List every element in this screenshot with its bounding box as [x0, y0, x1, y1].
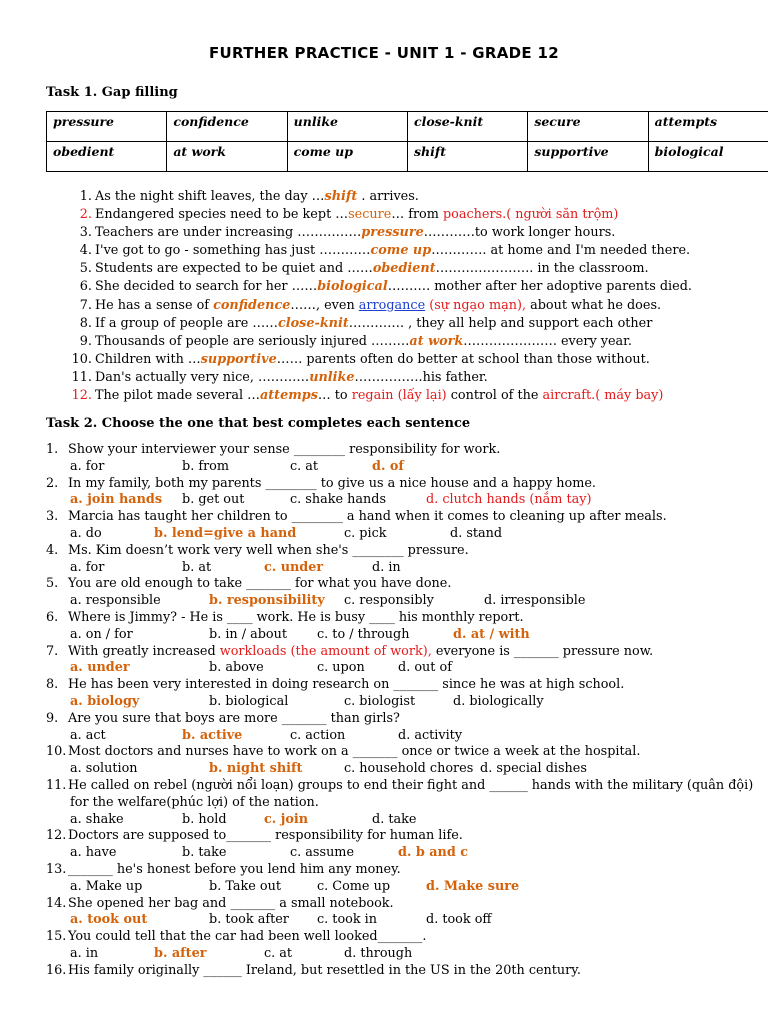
sentence-text: … from [391, 207, 443, 223]
options-row [70, 912, 766, 929]
option: d. clutch hands (nắm tay) [426, 492, 592, 508]
option: b. took after [209, 912, 289, 928]
question-text: With greatly increased [68, 643, 220, 659]
option: a. on / for [70, 626, 133, 642]
option: b. after [154, 945, 207, 961]
sentence-text: …………….his father. [354, 369, 488, 385]
question-text: You could tell that the car had been well looked_______. [68, 929, 427, 945]
gap-item [64, 387, 692, 405]
question-number: 16. [46, 962, 67, 978]
option: a. took out [70, 912, 148, 928]
options-row [70, 526, 766, 543]
translation-note: regain (lấy lại) [351, 388, 447, 404]
option: c. responsibly [344, 593, 434, 609]
option: d. took off [426, 912, 492, 928]
question [46, 862, 766, 879]
option: b. night shift [209, 761, 303, 777]
option: c. assume [290, 845, 355, 861]
option: c. Come up [317, 878, 391, 894]
page-title: FURTHER PRACTICE - UNIT 1 - GRADE 12 [209, 44, 559, 62]
option: d. take [372, 811, 417, 827]
options-row [70, 459, 766, 476]
question-text: Are you sure that boys are more _______ than girls? [68, 710, 400, 726]
option: d. biologically [453, 693, 544, 709]
option: b. take [182, 845, 227, 861]
sentence-text: As the night shift leaves, the day … [95, 189, 325, 204]
option: b. hold [182, 811, 227, 827]
answer-text: obedient [372, 261, 436, 277]
question-text: He called on rebel (người nổi loạn) groups to end their fight and ______ hands with the military (quân đội) for the welfare(phúc lợi) of the nation. [68, 777, 754, 810]
sentence-text: …………………. every year. [463, 333, 632, 349]
sentence-text: She decided to search for her …… [95, 279, 318, 295]
gap-item [64, 242, 692, 260]
gap-item [64, 315, 692, 333]
word-cell: obedient [47, 142, 167, 172]
word-cell: secure [528, 112, 648, 142]
option: c. action [290, 727, 346, 743]
translation-note: poachers.( người săn trộm) [442, 207, 619, 223]
options-row [70, 845, 766, 862]
question [46, 929, 766, 946]
question-text: _______ he's honest before you lend him any money. [68, 861, 401, 877]
option: c. upon [317, 660, 365, 676]
answer-text: biological [317, 279, 388, 295]
option: d. irresponsible [484, 593, 586, 609]
option: c. pick [344, 525, 387, 541]
vocab-link: arrogance [358, 297, 426, 313]
option: a. have [70, 845, 117, 861]
question-text: Doctors are supposed to_______ responsibility for human life. [68, 828, 463, 844]
sentence-text: ………………….. in the classroom. [435, 261, 649, 277]
option: b. biological [209, 693, 289, 709]
word-cell: attempts [648, 112, 768, 142]
word-cell: come up [287, 142, 407, 172]
question [46, 543, 766, 560]
answer-text: at work [409, 333, 464, 349]
option: c. biologist [344, 693, 416, 709]
sentence-text: … to [317, 388, 352, 404]
question [46, 442, 766, 459]
word-cell: at work [167, 142, 287, 172]
item-number: 5. [79, 261, 92, 277]
options-row [70, 627, 766, 644]
sentence-text: ………. mother after her adoptive parents died. [387, 279, 692, 295]
question [46, 576, 766, 593]
gap-item [64, 369, 692, 387]
item-number: 3. [79, 225, 92, 241]
gap-item [64, 224, 692, 242]
option: c. to / through [317, 626, 410, 642]
options-row [70, 812, 766, 829]
option: d. in [372, 559, 401, 575]
question-text: She opened her bag and _______ a small notebook. [68, 895, 394, 911]
question-number: 12. [46, 828, 67, 844]
question-number: 10. [46, 744, 67, 760]
question-number: 2. [46, 475, 59, 491]
question [46, 610, 766, 627]
answer-text: secure [348, 207, 392, 223]
sentence-text: Children with … [95, 351, 201, 367]
sentence-text: …………. at home and I'm needed there. [431, 243, 691, 259]
options-row [70, 728, 766, 745]
option: b. above [209, 660, 264, 676]
task2-heading: Task 2. Choose the one that best completes each sentence [46, 416, 471, 431]
option: c. join [264, 811, 309, 827]
option: c. household chores [344, 761, 474, 777]
sentence-text: I've got to go - something has just ………… [95, 243, 371, 259]
item-number: 8. [79, 315, 92, 331]
question-text: In my family, both my parents ________ to give us a nice house and a happy home. [68, 475, 596, 491]
question [46, 644, 766, 661]
item-number: 11. [71, 369, 92, 385]
option: c. at [264, 945, 293, 961]
sentence-text: Dan's actually very nice, ………… [95, 369, 310, 385]
option: a. Make up [70, 878, 143, 894]
option: a. solution [70, 761, 138, 777]
question-number: 11. [46, 777, 67, 793]
question-number: 6. [46, 609, 59, 625]
gap-item [64, 351, 692, 369]
question-number: 14. [46, 895, 67, 911]
options-row [70, 946, 766, 963]
question [46, 778, 766, 812]
options-row [70, 492, 766, 509]
answer-text: unlike [309, 369, 355, 385]
options-row [70, 660, 766, 677]
item-number: 10. [71, 351, 92, 367]
question-number: 7. [46, 643, 59, 659]
sentence-text: Endangered species need to be kept … [95, 207, 349, 223]
option: d. special dishes [480, 761, 587, 777]
question-text: Show your interviewer your sense ________ responsibility for work. [68, 442, 501, 457]
sentence-text: He has a sense of [95, 297, 214, 313]
option: a. for [70, 458, 105, 474]
gap-item [64, 188, 692, 206]
question-number: 5. [46, 576, 59, 592]
question-text: Marcia has taught her children to ________ a hand when it comes to cleaning up after meals. [68, 509, 667, 525]
option: d. out of [398, 660, 452, 676]
options-row [70, 560, 766, 577]
sentence-text: Teachers are under increasing …………… [95, 225, 362, 241]
option: b. responsibility [209, 593, 325, 609]
option: a. under [70, 660, 130, 676]
option: b. in / about [209, 626, 288, 642]
sentence-text: If a group of people are …… [95, 315, 278, 331]
option: d. stand [450, 525, 503, 541]
sentence-text: ……, even [290, 297, 359, 313]
translation-note: aircraft.( máy bay) [542, 388, 664, 404]
option: a. for [70, 559, 105, 575]
answer-text: supportive [200, 351, 277, 367]
options-row [70, 694, 766, 711]
answer-text: attemps [259, 388, 318, 404]
option: a. in [70, 945, 99, 961]
answer-text: pressure [361, 225, 424, 241]
word-cell: confidence [167, 112, 287, 142]
question [46, 509, 766, 526]
question-text: everyone is _______ pressure now. [431, 643, 654, 659]
question [46, 476, 766, 493]
word-cell: pressure [47, 112, 167, 142]
question-number: 13. [46, 861, 67, 877]
word-cell: close-knit [407, 112, 527, 142]
options-row [70, 761, 766, 778]
question-number: 8. [46, 677, 59, 693]
item-number: 4. [79, 243, 92, 259]
question [46, 677, 766, 694]
sentence-text: about what he does. [526, 297, 662, 313]
question-number: 9. [46, 710, 59, 726]
question-text: Where is Jimmy? - He is ____ work. He is busy ____ his monthly report. [68, 609, 524, 625]
sentence-text: …………. , they all help and support each other [348, 315, 653, 331]
question-text: Most doctors and nurses have to work on a _______ once or twice a week at the hospital. [68, 744, 641, 760]
option: c. shake hands [290, 492, 387, 508]
item-number: 9. [79, 333, 92, 349]
question-number: 15. [46, 929, 67, 945]
item-number: 7. [79, 297, 92, 313]
option: d. of [372, 458, 404, 474]
task1-heading: Task 1. Gap filling [46, 85, 178, 100]
sentence-text: Thousands of people are seriously injured ……… [95, 333, 410, 349]
question [46, 711, 766, 728]
option: b. lend=give a hand [154, 525, 297, 541]
multiple-choice-list [46, 442, 766, 980]
option: d. Make sure [426, 878, 520, 894]
gap-filling-list [64, 188, 692, 405]
question-text: Ms. Kim doesn’t work very well when she's ________ pressure. [68, 542, 469, 558]
gap-item [64, 206, 692, 224]
item-number: 12. [71, 388, 92, 404]
question-number: 1. [46, 442, 59, 457]
translation-note: workloads (the amount of work), [219, 643, 432, 659]
option: c. took in [317, 912, 378, 928]
option: a. biology [70, 693, 140, 709]
gap-item [64, 297, 692, 315]
question-text: You are old enough to take _______ for what you have done. [68, 576, 452, 592]
option: b. get out [182, 492, 245, 508]
option: d. activity [398, 727, 463, 743]
word-cell: shift [407, 142, 527, 172]
question-number: 4. [46, 542, 59, 558]
sentence-text: . arrives. [357, 189, 419, 204]
question [46, 896, 766, 913]
sentence-text: Students are expected to be quiet and …… [95, 261, 373, 277]
option: d. through [344, 945, 413, 961]
question [46, 744, 766, 761]
question [46, 828, 766, 845]
question-number: 3. [46, 509, 59, 525]
option: c. at [290, 458, 319, 474]
sentence-text: control of the [446, 388, 543, 404]
option: d. at / with [453, 626, 530, 642]
gap-item [64, 278, 692, 296]
sentence-text: …… parents often do better at school than those without. [276, 351, 650, 367]
word-cell: unlike [287, 112, 407, 142]
sentence-text: …………to work longer hours. [423, 225, 616, 241]
answer-text: come up [370, 243, 432, 259]
sentence-text: The pilot made several … [95, 388, 260, 404]
word-table-row [47, 112, 768, 142]
gap-item [64, 260, 692, 278]
option: a. shake [70, 811, 124, 827]
answer-text: close-knit [277, 315, 349, 331]
option: d. b and c [398, 845, 469, 861]
options-row [70, 593, 766, 610]
item-number: 1. [79, 189, 92, 204]
option: c. under [264, 559, 324, 575]
option: b. at [182, 559, 212, 575]
gap-item [64, 333, 692, 351]
option: b. active [182, 727, 243, 743]
option: b. from [182, 458, 230, 474]
word-bank-table [46, 111, 768, 172]
options-row [70, 879, 766, 896]
option: a. act [70, 727, 106, 743]
item-number: 2. [79, 207, 92, 223]
word-cell: supportive [528, 142, 648, 172]
item-number: 6. [79, 279, 92, 295]
question-text: His family originally ______ Ireland, but resettled in the US in the 20th century. [68, 962, 581, 978]
option: a. do [70, 525, 102, 541]
word-cell: biological [648, 142, 768, 172]
option: a. join hands [70, 492, 163, 508]
option: b. Take out [209, 878, 281, 894]
answer-text: confidence [213, 297, 291, 313]
option: a. responsible [70, 593, 161, 609]
word-table-row [47, 142, 768, 172]
question [46, 963, 766, 980]
answer-text: shift [324, 189, 358, 204]
question-text: He has been very interested in doing research on _______ since he was at high school. [68, 677, 625, 693]
translation-note: (sự ngạo mạn), [425, 297, 527, 313]
